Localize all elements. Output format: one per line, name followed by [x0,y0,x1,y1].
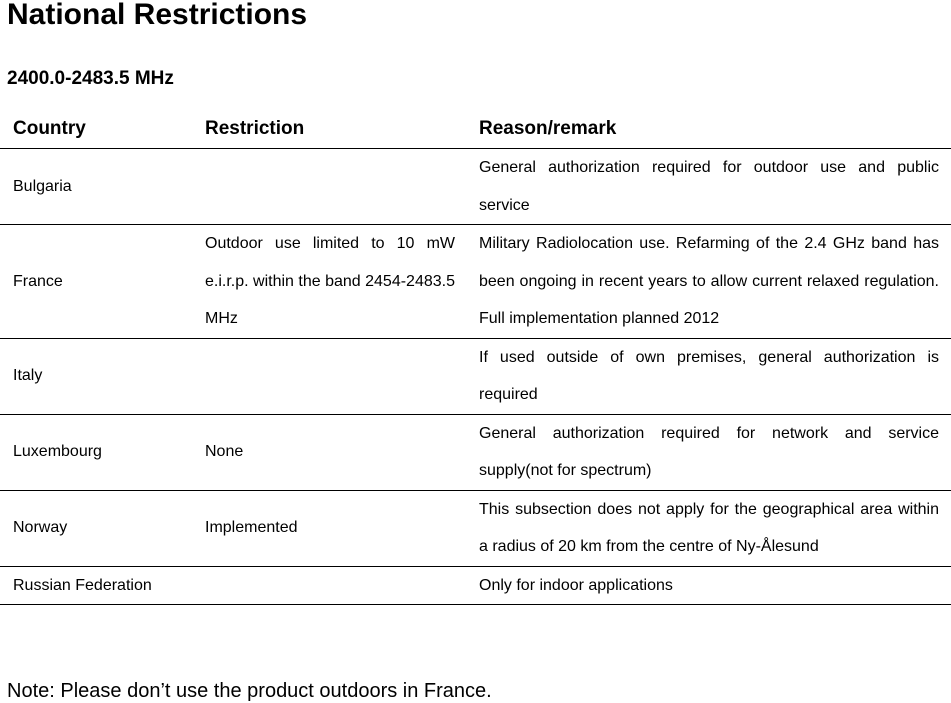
table-row [0,490,951,566]
restriction-cell [199,566,473,605]
restriction-cell: Outdoor use limited to 10 mW e.i.r.p. within the band 2454-2483.5 MHz [199,225,473,339]
reason-cell: This subsection does not apply for the geographical area within a radius of 20 km from the centre of Ny-Ålesund [473,490,951,566]
country-cell: Italy [0,338,199,414]
country-cell: Russian Federation [0,566,199,605]
restriction-cell: Implemented [199,490,473,566]
reason-cell: General authorization required for network and service supply(not for spectrum) [473,414,951,490]
country-cell: Bulgaria [0,149,199,225]
column-header-country: Country [0,110,199,149]
table-row [0,566,951,605]
reason-cell: General authorization required for outdoor use and public service [473,149,951,225]
restriction-cell [199,149,473,225]
reason-cell: Military Radiolocation use. Refarming of the 2.4 GHz band has been ongoing in recent years to allow current relaxed regulation. Full implementation planned 2012 [473,225,951,339]
table-row [0,338,951,414]
country-cell: Norway [0,490,199,566]
footnote: Note: Please don’t use the product outdoors in France. [7,680,492,702]
page-title: National Restrictions [7,0,308,31]
column-header-restriction: Restriction [199,110,473,149]
reason-cell: If used outside of own premises, general authorization is required [473,338,951,414]
table-header-row [0,110,951,149]
country-cell: France [0,225,199,339]
restriction-cell [199,338,473,414]
table-row [0,225,951,339]
table-row [0,414,951,490]
restrictions-table [0,110,951,605]
table-row [0,149,951,225]
restriction-cell: None [199,414,473,490]
country-cell: Luxembourg [0,414,199,490]
frequency-band-heading: 2400.0-2483.5 MHz [7,68,174,89]
column-header-reason: Reason/remark [473,110,951,149]
reason-cell: Only for indoor applications [473,566,951,605]
